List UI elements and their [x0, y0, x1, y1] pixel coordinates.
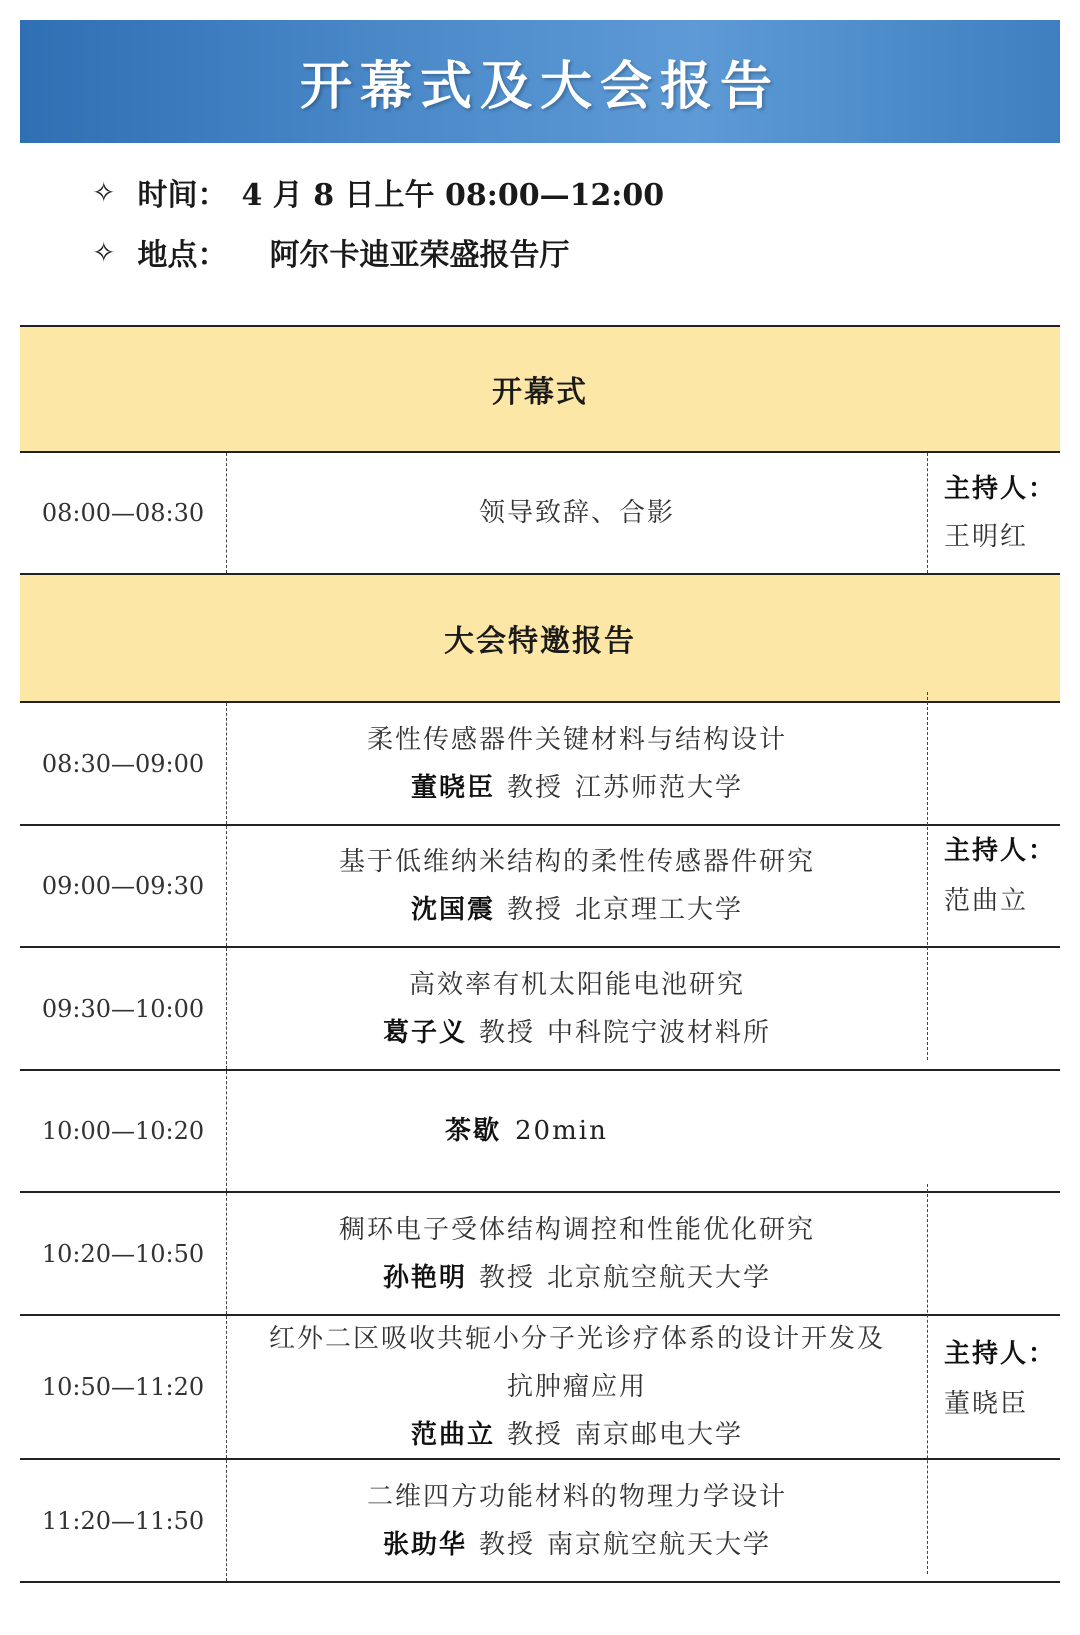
time-label: 时间：: [137, 178, 228, 213]
content-cell: [227, 1316, 927, 1458]
talk-title: 稠环电子受体结构调控和性能优化研究: [338, 1214, 815, 1245]
speaker-name: 葛子义: [382, 1017, 467, 1048]
talk-title-line1: 红外二区吸收共轭小分子光诊疗体系的设计开发及: [268, 1324, 885, 1354]
speaker-affiliation: 南京邮电大学: [575, 1420, 744, 1450]
time-cell: 08:30—09:00: [20, 703, 227, 824]
table-row-break: [20, 1071, 1060, 1193]
place-label: 地点：: [137, 238, 228, 273]
content-cell: [227, 948, 927, 1069]
speaker-name: 范曲立: [410, 1420, 495, 1450]
talk-title-line2: 抗肿瘤应用: [506, 1372, 647, 1402]
host-name: 王明红: [944, 522, 1029, 552]
time-cell: 08:00—08:30: [20, 453, 227, 573]
host-label: 主持人：: [944, 1339, 1057, 1369]
schedule-table: [20, 325, 1060, 1583]
time-cell: 09:00—09:30: [20, 826, 227, 946]
host-label: 主持人：: [944, 836, 1057, 866]
host-cell: [927, 453, 1060, 573]
speaker-affiliation: 北京航空航天大学: [547, 1262, 772, 1293]
break-label: 茶歇: [445, 1116, 502, 1146]
talk-title: 领导致辞、合影: [478, 498, 675, 528]
table-row: [20, 703, 1060, 826]
content-cell: [227, 1460, 927, 1581]
host-cell-keynote-1: [927, 692, 1060, 1060]
speaker-line: [411, 1411, 743, 1459]
content-cell: [227, 703, 927, 824]
speaker-line: [411, 764, 743, 812]
speaker-affiliation: 南京航空航天大学: [547, 1529, 772, 1560]
time-cell: 09:30—10:00: [20, 948, 227, 1069]
table-row: [20, 948, 1060, 1071]
sparkle-icon: ✧: [92, 235, 116, 269]
speaker-role: 教授: [506, 895, 563, 925]
table-row: [20, 1193, 1060, 1316]
break-duration: 20min: [515, 1116, 608, 1146]
section-header-keynote: 大会特邀报告: [20, 575, 1060, 703]
speaker-affiliation: 中科院宁波材料所: [547, 1017, 772, 1048]
table-row: [20, 1460, 1060, 1583]
time-info: [92, 170, 664, 214]
speaker-line: [411, 886, 743, 934]
speaker-line: [383, 1009, 771, 1057]
speaker-name: 沈国震: [410, 895, 495, 925]
place-value: 阿尔卡迪亚荣盛报告厅: [269, 238, 570, 273]
speaker-name: 孙艳明: [382, 1262, 467, 1293]
speaker-affiliation: 北京理工大学: [575, 895, 744, 925]
break-cell: [227, 1071, 1060, 1191]
speaker-role: 教授: [478, 1529, 535, 1560]
content-cell: [227, 453, 927, 573]
section-header-opening: 开幕式: [20, 325, 1060, 453]
break-line: [445, 1107, 608, 1155]
content-cell: [227, 1193, 927, 1314]
host-name: 范曲立: [944, 886, 1029, 916]
speaker-line: [383, 1254, 771, 1302]
speaker-role: 教授: [506, 1420, 563, 1450]
content-cell: [227, 826, 927, 946]
time-cell: 10:50—11:20: [20, 1316, 227, 1458]
table-row: [20, 826, 1060, 948]
speaker-role: 教授: [506, 772, 563, 803]
table-row: [20, 1316, 1060, 1460]
table-row: [20, 453, 1060, 575]
time-cell: 10:00—10:20: [20, 1071, 227, 1191]
sparkle-icon: ✧: [92, 175, 116, 209]
speaker-line: [383, 1521, 771, 1569]
talk-title: 二维四方功能材料的物理力学设计: [366, 1481, 787, 1512]
speaker-name: 张助华: [382, 1529, 467, 1560]
time-value: 4 月 8 日上午 08:00—12:00: [241, 178, 665, 213]
talk-title: 高效率有机太阳能电池研究: [408, 969, 745, 1000]
page-title: 开幕式及大会报告: [299, 56, 780, 117]
speaker-affiliation: 江苏师范大学: [575, 772, 744, 803]
host-cell-keynote-2: [927, 1184, 1060, 1574]
speaker-name: 董晓臣: [410, 772, 495, 803]
talk-title: 基于低维纳米结构的柔性传感器件研究: [338, 847, 815, 877]
header-banner: [20, 20, 1060, 143]
speaker-role: 教授: [478, 1017, 535, 1048]
place-info: [92, 230, 569, 274]
speaker-role: 教授: [478, 1262, 535, 1293]
time-cell: 11:20—11:50: [20, 1460, 227, 1581]
host-label: 主持人：: [944, 474, 1057, 504]
host-name: 董晓臣: [944, 1389, 1029, 1419]
time-cell: 10:20—10:50: [20, 1193, 227, 1314]
talk-title: 柔性传感器件关键材料与结构设计: [366, 724, 787, 755]
